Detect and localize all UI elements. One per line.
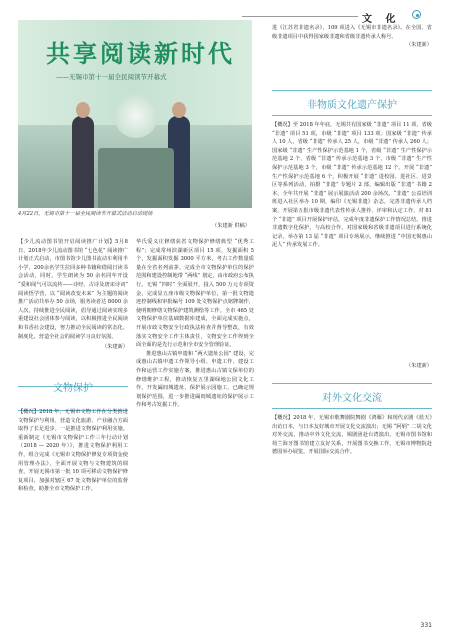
person-left: [72, 116, 94, 208]
heritage-body: [18, 408, 128, 620]
ich-rule-bottom: [272, 115, 432, 116]
launch-orb: [114, 94, 158, 138]
header-section-label: 文 化: [362, 14, 401, 25]
ich-rule-top: [272, 90, 432, 91]
col-right-top: [272, 24, 432, 48]
mid-paragraph-1: 华氏爱义庄修缮获省文物保护修缮典型 “优秀工程”；完成常州滨湖新区项目 15 项，发掘面积 5 个，发掘面积发掘 3000 平方米，考古工作数量质量在全省名列前茅。完成全市文物保护单位的保护范围和建设控制地带 “两线” 划定，由市政府公布执行。无锡 “四时” 全面展开，投入 500 万元专项资金，完成显五座市级文物保护单位，第一批文物遗迹控制线和审批编号 109 处文物保护点铭牌制作，使明朝修缮文物保护建筑测绘等工作。全市 465 处文物保护单位基础数据库建成，全面完成实施点，开展市政文物安全行政执法检查并督导整改，有效落实文物安全工作主体责任，文物安全工作得到全面全面的是先行示范和全市安全管理验证。: [136, 239, 254, 349]
banner-subtitle: ——无锡市第十一届全民阅读节开幕式: [56, 73, 167, 81]
library-paragraph: 【少儿流动图书馆开启阅读推广计划】5月8日，2018年少儿流动图书馆 “七色花” 阅读推广计划正式启动，市图书馆少儿图书流动车利用半小学、200余名学生拉回多种书籍和借阅日读书会活动，同时，学生朗读为 50 余名同年开设 “爱和阅气可以流传——诗经、古诗及唐宋诗词” 阅读悟学营，以 “阅读改变未来” 为主题的阅读推广活动共举办 50 余场，服务读者达 8000 余人次，持续推进全民阅读，倡导通过阅读实现多重建设社会团体参与阅读，以积极推进全民阅读和书香社会建设，努力推动全民阅读的常态化、制度化，营造全社会的阅读学习良好氛围。: [18, 239, 128, 340]
mid-paragraph-2: 推进惠山古镇申遗和 “两大遗址公园” 建设，完成惠山古镇申遗工作领导小组、申遗工作、建设工作和运营工作实施方案，推进惠山古镇文保单位的修缮维护工程，推动恢复五里湖绿地公园文化工作，开发阖闾城遗址，保护展示园施工，已确定规划保护范围，进一步推进阖闾城遗址的保护展示工作和考古发掘工作。: [136, 350, 254, 409]
header-dot-icon: [416, 14, 419, 17]
exchange-rule-bottom: [272, 408, 432, 409]
banner-title: 共享阅读新时代: [46, 40, 235, 68]
exchange-rule-top: [272, 383, 432, 384]
page-number: 331: [420, 622, 432, 629]
header-rule: [242, 16, 358, 17]
ich-sign: （朱建新）: [406, 363, 432, 369]
photo-credit: （朱建新 供稿）: [212, 223, 250, 229]
photo-caption: 4月22日，无锡市第十一届全民阅读节开幕式活动启动现场: [18, 211, 153, 217]
ich-body: [272, 121, 432, 361]
event-photo: [18, 20, 252, 208]
library-text: 少儿流动图书馆开启阅读推广计划】5月8日，2018年少儿流动图书馆 “七色花” 阅读推广计划正式启动，市图书馆少儿图书流动车利用半小学、200余名学生拉回多种书籍和借阅日读书会活动，同时，学生朗读为 50 余名同年开设 “爱和阅气可以流传——诗经、古诗及唐宋诗词” 阅读悟学营，以 “阅读改变未来” 为主题的阅读推广活动共举办 50 余场，服务读者达 8000 余人次，持续推进全民阅读，倡导通过阅读实现多重建设社会团体参与阅读，以积极推进全民阅读和书香社会建设，努力推动全民阅读的常态化、制度化，营造全社会的阅读学习良好氛围。: [18, 239, 128, 340]
library-sign: （朱建新）: [102, 344, 128, 351]
ich-title: 非物质文化遗产保护: [307, 100, 397, 111]
podium: [98, 148, 174, 208]
heritage-title: 文物保护: [53, 383, 93, 394]
col-left: [18, 238, 128, 350]
ich-paragraph: 【概况】至 2018 年年底，无锡共有国家级 “非遗” 项目 11 项，省级 “非遗” 项目 51 项，市级 “非遗” 项目 133 项；国家级 “非遗” 传承人 10 人，省级 “非遗” 传承人 25 人，市级 “非遗” 传承人 260 人；国家级 “非遗” 生产性保护示范基地 1 个，省级 “非遗” 生产性保护示范基地 2 个，省级 “非遗” 传承示范基地 3 个，市级 “非遗” 生产性保护示范基地 3 个，市级 “非遗” 传承示范基地 12 个。开展 “非遗” 生产性保护示范基地 6 个，积极开展 “非遗” 进校园、进社区、进景区等系列活动，拍摄 “非遗” 专题片 2 部，编辑出版 “非遗” 书籍 2 本，全年共开展 “非遗” 展示展演活动 200 余场次。“非遗” 公益培训班进入社区举办 10 期，编印《无锡非遗》杂志，完善非遗传承人档案，开展第五批市级非遗代表性传承人推荐、评审和认定工作，对 81 个 “非遗” 项目开展保护评估，完成年度非遗保护工作情况总结。推进非遗数字化保护，与高校合作，对国家级和省级非遗项目进行系统化记录，举办第 13 届 “非遗” 项目专场展示，继续推进 “中国无锡惠山泥人” 传承发展工作。: [272, 122, 432, 249]
col-mid: [136, 238, 254, 620]
exchange-paragraph: 【概况】2018 年，无锡市歌舞剧院舞剧《鸿雁》和现代京剧《蓝天》出访日本，与日本友好城市开展文化交流演出；无锡 “阿炳” 二胡文化对外交流，推动中外文化交流，锡剧团赴台湾演出，无锡市图书馆和荷兰海牙图书馆建立友好关系，开展图书交换工作。无锡市博物院赴德国举办展览，开展国际交流合作。: [272, 415, 432, 456]
person-right-head: [172, 102, 186, 118]
person-left-head: [76, 102, 90, 118]
heritage-paragraph: 【概况】2018 年，无锡市文物工作在分类推进文物保护与利用、营造文化旅游、产业融合方面取得了长足进步。一是推进文物保护利用实施。重新制定《无锡市文物保护工作三年行动计划（2018 — 2020 年）》，推进文物保护利用工作，组合完成《无锡市文物保护修复专项资金使用管理办法》，全面开展文物与文物建筑的调查，开展无锡市第一批 10 项可移动文物保护修复项目，加强对辖区 67 处文物保护单位的监督和检查，助推全市文物保护工作。: [18, 409, 128, 493]
right-top-sign: （朱建新）: [406, 42, 432, 49]
right-top-paragraph: 进《江苏省非遗名录》，109 项进入《无锡市非遗名录》。在全国、省级非遗项目中获得国家级非遗和省级非遗传承人称号。: [272, 25, 432, 40]
exchange-title: 对外文化交流: [322, 393, 382, 404]
exchange-body: [272, 414, 432, 619]
